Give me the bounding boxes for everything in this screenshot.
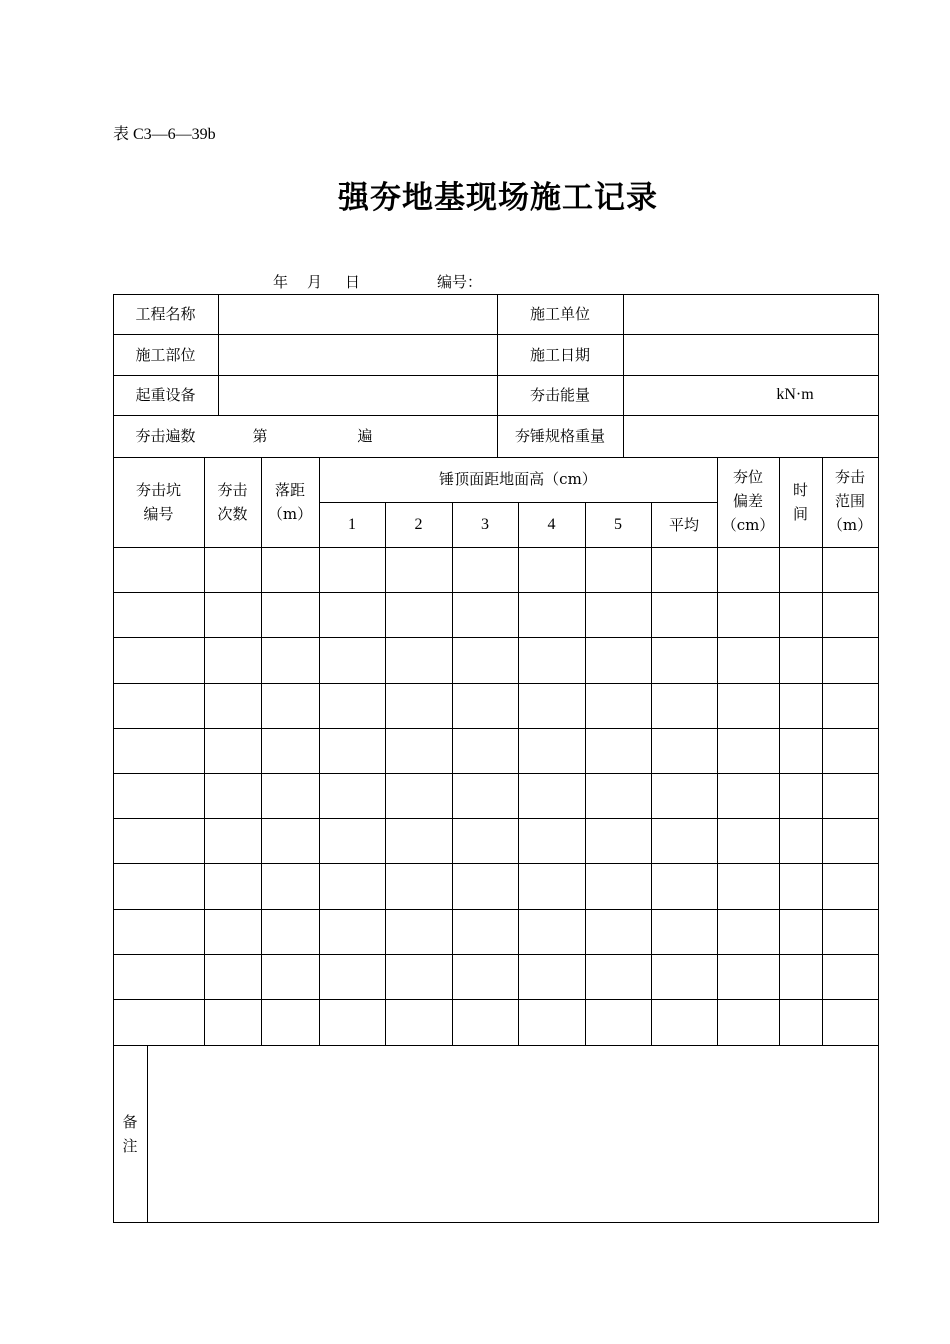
header-pit-no: 夯击坑 编号: [135, 481, 181, 523]
header-deviation: 夯位 偏差 （cm）: [721, 468, 775, 534]
label-tamping-energy: 夯击能量: [529, 386, 590, 404]
label-project-name: 工程名称: [135, 305, 196, 323]
remarks-label: 备 注: [122, 1113, 138, 1155]
label-construction-unit: 施工单位: [529, 305, 590, 323]
label-construction-date: 施工日期: [529, 346, 590, 364]
energy-unit: kN·m: [776, 386, 814, 403]
header-height-group: 锤顶面距地面高（cm）: [439, 470, 597, 488]
label-construction-part: 施工部位: [135, 346, 196, 364]
header-time: 时 间: [792, 481, 808, 523]
record-number-label: 编号：: [437, 273, 483, 291]
header-drop-height: 落距 （m）: [267, 481, 313, 523]
form-code: 表 C3—6—39b: [113, 126, 216, 143]
pass-prefix: 第: [252, 427, 268, 445]
header-height-col-average: 平均: [668, 516, 699, 534]
header-height-col-4: 4: [547, 516, 556, 533]
date-day: 日: [345, 273, 361, 291]
header-height-col-2: 2: [414, 516, 423, 533]
page-title: 强夯地基现场施工记录: [338, 180, 658, 216]
date-year: 年: [273, 273, 289, 291]
header-height-col-1: 1: [348, 516, 356, 533]
header-blow-count: 夯击 次数: [217, 481, 248, 523]
header-height-col-5: 5: [614, 516, 622, 533]
label-lifting-equipment: 起重设备: [135, 386, 196, 404]
date-month: 月: [307, 273, 323, 291]
label-tamping-passes: 夯击遍数: [135, 427, 196, 445]
pass-suffix: 遍: [357, 427, 373, 445]
label-hammer-spec: 夯锤规格重量: [514, 427, 605, 445]
header-height-col-3: 3: [481, 516, 489, 533]
header-range: 夯击 范围 （m）: [827, 468, 873, 534]
